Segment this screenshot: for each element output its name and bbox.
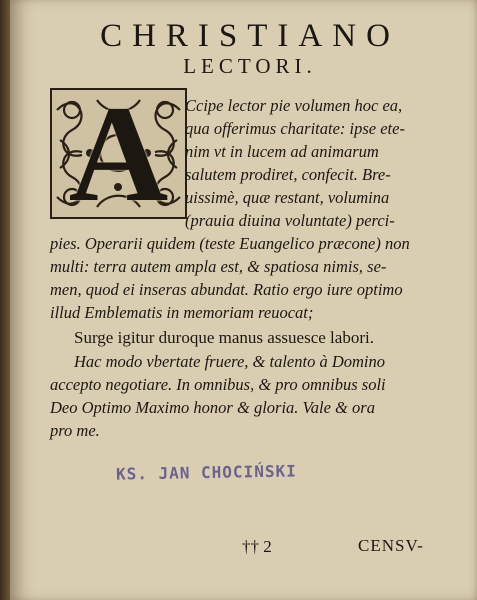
text-line: Deo Optimo Maximo honor & gloria. Vale & ora [50,398,375,417]
text-line: illud Emblematis in memoriam reuocat; [50,303,314,322]
text-line: qua offerimus charitate: ipse ete- [185,119,405,138]
book-page [10,0,477,600]
text-line: uissimè, quæ restant, volumina [185,188,390,207]
text-line: Ccipe lector pie volumen hoc ea, [185,96,403,115]
verse-line: Surge igitur duroque manus assuesce labori. [74,328,374,347]
text-line: (prauia diuina voluntate) perci- [185,211,395,230]
text-line: multi: terra autem ampla est, & spatiosa nimis, se- [50,257,387,276]
ownership-stamp: KS. JAN CHOCIŃSKI [115,461,297,484]
text-line: men, quod ei inseras abundat. Ratio ergo iure optimo [50,280,403,299]
heading-lectori: LECTORI. [183,54,317,78]
book-gutter [0,0,10,600]
catchword: CENSV- [358,536,424,555]
text-line: nim vt in lucem ad animarum [185,142,379,161]
text-line: salutem prodiret, confecit. Bre- [185,165,391,184]
text-line: pies. Operarii quidem (teste Euangelico præcone) non [50,234,410,253]
initial-letter-a: A [68,88,169,219]
text-line: accepto negotiare. In omnibus, & pro omnibus soli [50,375,386,394]
heading-christiano: CHRISTIANO [100,18,400,54]
decorated-initial [50,88,187,219]
signature-mark: †† 2 [242,537,272,556]
text-line: pro me. [50,421,100,440]
text-line: Hac modo vbertate fruere, & talento à Domino [74,352,386,371]
